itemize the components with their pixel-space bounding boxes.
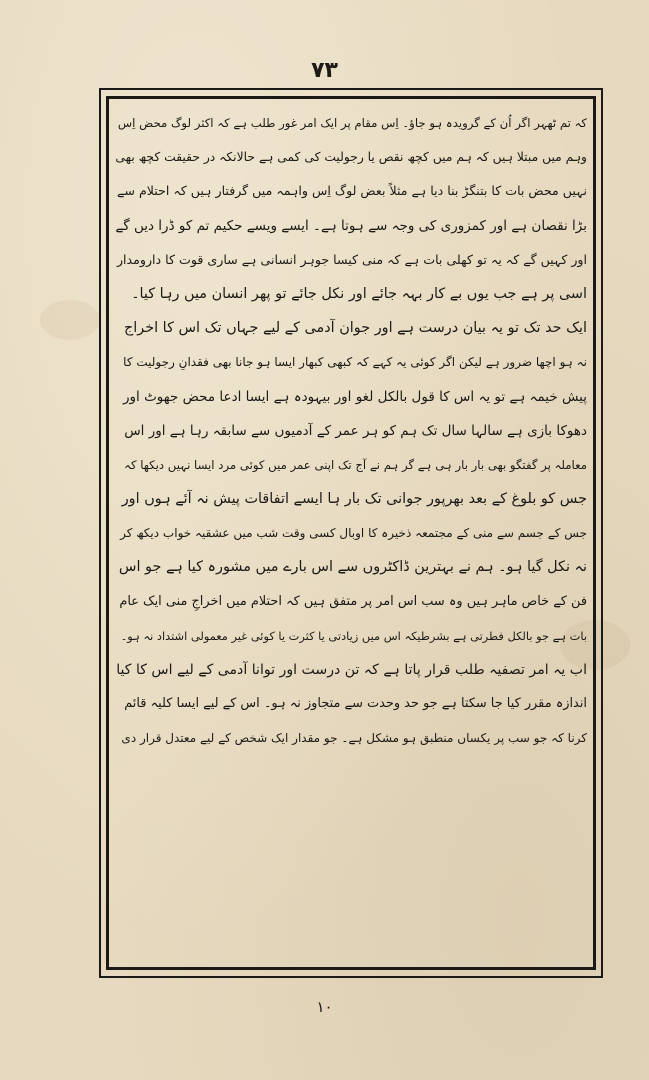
text-line: ایک حد تک تو یہ بیان درست ہے اور جوان آدمی کے لیے جہاں تک اس کا اخراج xyxy=(123,320,587,337)
text-line: اور کہیں گے کہ یہ تو کھلی بات ہے کہ منی کیسا جوہر انسانی ہے ساری قوت کا دارومدار xyxy=(116,251,587,267)
text-line: کہ تم ٹھہر اگر اُن کے گرویدہ ہو جاؤ۔ اِس مقام پر ایک امر غور طلب ہے کہ اکثر لوگ محض اِس xyxy=(117,116,587,130)
text-line: جس کے جسم سے منی کے مجتمعہ ذخیرہ کا اوبال کسی وقت شب میں عشقیہ خواب دیکھ کر xyxy=(120,526,587,541)
text-line: کرنا کہ جو سب پر یکساں منطبق ہو مشکل ہے۔ جو مقدار ایک شخص کے لیے معتدل قرار دی xyxy=(121,731,587,746)
signature-mark: ۱۰ xyxy=(316,998,333,1016)
text-line: اب یہ امر تصفیہ طلب قرار پاتا ہے کہ تن درست اور توانا آدمی کے لیے اس کا کیا xyxy=(116,662,587,678)
text-line: نہ ہو اچھا ضرور ہے لیکن اگر کوئی یہ کہے کہ کبھی کبھار ایسا ہو جانا بھی فقدانِ رجولیت کا xyxy=(123,355,587,370)
text-line: نہیں محض بات کا بتنگڑ بنا دیا ہے مثلاً بعض لوگ اِس واہمہ میں گرفتار ہیں کہ احتلام سے xyxy=(117,183,587,199)
text-line: معاملہ پر گفتگو بھی بار بار ہی ہے گر ہم نے آج تک اپنی عمر میں کوئی مرد ایسا نہیں دیکھا کہ xyxy=(124,457,587,472)
text-line: وہم میں مبتلا ہیں کہ ہم میں کچھ نقص یا رجولیت کی کمی ہے حالانکہ در حقیقت کچھ بھی xyxy=(115,150,587,165)
text-line: دھوکا بازی ہے سالہا سال تک ہم کو ہر عمر کے آدمیوں سے سابقہ رہا ہے اور اس xyxy=(124,422,587,439)
text-line: جس کو بلوغ کے بعد بھرپور جوانی تک بار ہا ایسے اتفاقات پیش نہ آئے ہوں اور xyxy=(121,491,587,508)
text-line: بڑا نقصان ہے اور کمزوری کی وجہ سے ہوتا ہے۔ ایسے ویسے حکیم تم کو ڈرا دیں گے xyxy=(115,217,587,234)
text-line: نہ نکل گیا ہو۔ ہم نے بہترین ڈاکٹروں سے اس بارے میں مشورہ کیا ہے جو اس xyxy=(118,559,587,576)
text-line: اسی پر ہے جب یوں بے کار بہہ جائے اور نکل جائے تو پھر انسان میں رہا کیا۔ xyxy=(131,285,587,302)
text-line: فن کے خاص ماہر ہیں وہ سب اس امر پر متفق ہیں کہ احتلام میں اخراجِ منی ایک عام xyxy=(119,593,587,609)
paper-stain xyxy=(40,300,100,340)
page-number: ۷۳ xyxy=(311,58,338,83)
text-line: پیش خیمہ ہے تو یہ اس کا قول بالکل لغو اور بیہودہ ہے ایسا ادعا محض جھوٹ اور xyxy=(123,388,587,405)
text-line: اندازہ مقرر کیا جا سکتا ہے جو حد وحدت سے متجاوز نہ ہو۔ اس کے لیے ایسا کلیہ قائم xyxy=(124,696,587,712)
text-line: بات ہے جو بالکل فطرتی ہے بشرطیکہ اس میں زیادتی یا کثرت یا کوئی غیر معمولی اشتداد نہ ہو۔ xyxy=(120,628,587,643)
body-text xyxy=(115,106,587,964)
